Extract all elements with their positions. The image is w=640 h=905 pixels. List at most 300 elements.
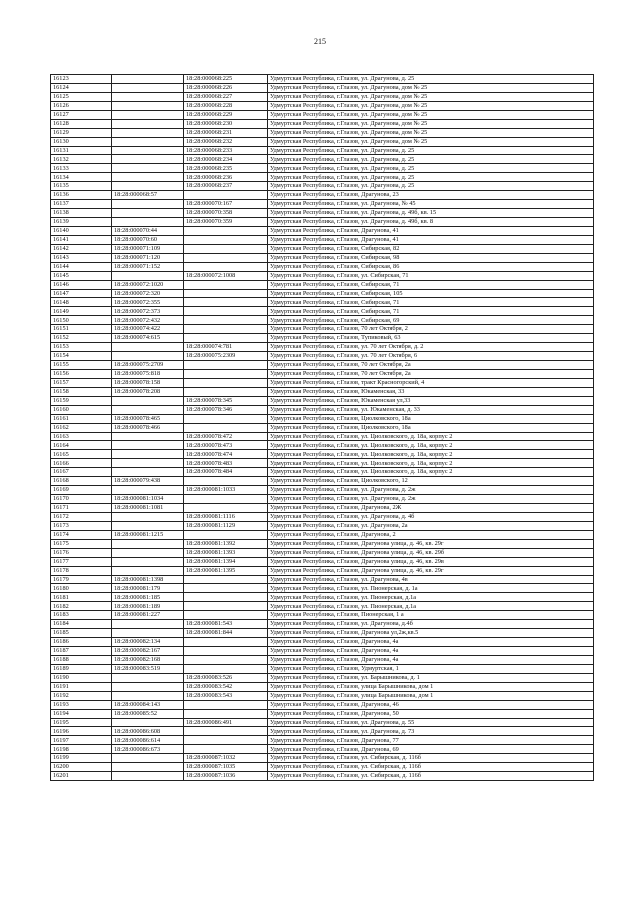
table-row (51, 691, 594, 700)
address-cell: Удмуртская Республика, г.Глазов, ул. Драгунова, д.4б (268, 620, 594, 629)
building-cadastral-number-cell: 18:28:000083:543 (184, 691, 268, 700)
building-cadastral-number-cell: 18:28:000070:167 (184, 200, 268, 209)
table-row (51, 539, 594, 548)
land-cadastral-number-cell (112, 83, 184, 92)
row-number-cell: 16123 (51, 75, 112, 84)
land-cadastral-number-cell (112, 432, 184, 441)
table-row (51, 280, 594, 289)
building-cadastral-number-cell (184, 745, 268, 754)
table-row (51, 298, 594, 307)
building-cadastral-number-cell (184, 325, 268, 334)
land-cadastral-number-cell: 18:28:000078:158 (112, 378, 184, 387)
row-number-cell: 16194 (51, 709, 112, 718)
address-cell: Удмуртская Республика, г.Глазов, ул. 70 лет Октября, д. 2 (268, 343, 594, 352)
land-cadastral-number-cell: 18:28:000072:432 (112, 316, 184, 325)
table-row (51, 369, 594, 378)
land-cadastral-number-cell: 18:28:000075:2709 (112, 361, 184, 370)
building-cadastral-number-cell (184, 369, 268, 378)
table-row (51, 92, 594, 101)
building-cadastral-number-cell: 18:28:000068:225 (184, 75, 268, 84)
address-cell: Удмуртская Республика, г.Глазов, Сибирская, 71 (268, 280, 594, 289)
table-row (51, 504, 594, 513)
building-cadastral-number-cell (184, 575, 268, 584)
table-row (51, 289, 594, 298)
address-cell: Удмуртская Республика, г.Глазов, Драгунова улица, д. 46, кв. 29г (268, 566, 594, 575)
land-cadastral-number-cell: 18:28:000085:52 (112, 709, 184, 718)
land-cadastral-number-cell: 18:28:000086:608 (112, 727, 184, 736)
building-cadastral-number-cell: 18:28:000068:237 (184, 182, 268, 191)
registry-table (50, 74, 594, 781)
building-cadastral-number-cell (184, 495, 268, 504)
land-cadastral-number-cell (112, 396, 184, 405)
address-cell: Удмуртская Республика, г.Глазов, Сибирская, 86 (268, 262, 594, 271)
address-cell: Удмуртская Республика, г.Глазов, Драгунова, 46 (268, 700, 594, 709)
row-number-cell: 16127 (51, 110, 112, 119)
land-cadastral-number-cell: 18:28:000070:60 (112, 235, 184, 244)
row-number-cell: 16153 (51, 343, 112, 352)
building-cadastral-number-cell (184, 262, 268, 271)
row-number-cell: 16165 (51, 450, 112, 459)
land-cadastral-number-cell (112, 450, 184, 459)
table-row (51, 361, 594, 370)
row-number-cell: 16136 (51, 191, 112, 200)
address-cell: Удмуртская Республика, г.Глазов, ул. Юкаменская, д. 33 (268, 405, 594, 414)
address-cell: Удмуртская Республика, г.Глазов, Драгунова, 2 (268, 530, 594, 539)
building-cadastral-number-cell: 18:28:000081:1116 (184, 512, 268, 521)
land-cadastral-number-cell (112, 754, 184, 763)
row-number-cell: 16125 (51, 92, 112, 101)
row-number-cell: 16142 (51, 244, 112, 253)
building-cadastral-number-cell: 18:28:000081:844 (184, 629, 268, 638)
building-cadastral-number-cell: 18:28:000068:227 (184, 92, 268, 101)
land-cadastral-number-cell: 18:28:000081:179 (112, 584, 184, 593)
land-cadastral-number-cell: 18:28:000071:109 (112, 244, 184, 253)
building-cadastral-number-cell: 18:28:000087:1036 (184, 772, 268, 781)
table-row (51, 405, 594, 414)
building-cadastral-number-cell: 18:28:000068:228 (184, 101, 268, 110)
table-row (51, 575, 594, 584)
land-cadastral-number-cell (112, 405, 184, 414)
land-cadastral-number-cell (112, 441, 184, 450)
row-number-cell: 16181 (51, 593, 112, 602)
address-cell: Удмуртская Республика, г.Глазов, Драгунова, 2Ж (268, 504, 594, 513)
row-number-cell: 16154 (51, 352, 112, 361)
building-cadastral-number-cell: 18:28:000070:359 (184, 218, 268, 227)
land-cadastral-number-cell (112, 352, 184, 361)
address-cell: Удмуртская Республика, г.Глазов, ул. Драгунова, д. 25 (268, 164, 594, 173)
table-row (51, 173, 594, 182)
row-number-cell: 16132 (51, 155, 112, 164)
table-row (51, 262, 594, 271)
building-cadastral-number-cell: 18:28:000081:1392 (184, 539, 268, 548)
building-cadastral-number-cell: 18:28:000083:526 (184, 673, 268, 682)
address-cell: Удмуртская Республика, г.Глазов, 70 лет Октября, 2а (268, 369, 594, 378)
row-number-cell: 16163 (51, 432, 112, 441)
address-cell: Удмуртская Республика, г.Глазов, ул. Драгунова, д. 2ж (268, 495, 594, 504)
row-number-cell: 16129 (51, 128, 112, 137)
land-cadastral-number-cell (112, 110, 184, 119)
row-number-cell: 16185 (51, 629, 112, 638)
land-cadastral-number-cell (112, 119, 184, 128)
land-cadastral-number-cell: 18:28:000082:168 (112, 655, 184, 664)
land-cadastral-number-cell (112, 92, 184, 101)
table-row (51, 164, 594, 173)
building-cadastral-number-cell (184, 727, 268, 736)
table-row (51, 137, 594, 146)
table-row (51, 450, 594, 459)
table-row (51, 620, 594, 629)
row-number-cell: 16184 (51, 620, 112, 629)
address-cell: Удмуртская Республика, г.Глазов, ул. Сибирская, д. 116б (268, 754, 594, 763)
address-cell: Удмуртская Республика, г.Глазов, улица Барышникова, дом 1 (268, 691, 594, 700)
address-cell: Удмуртская Республика, г.Глазов, ул. Циолковского, д. 18а, корпус 2 (268, 468, 594, 477)
table-row (51, 244, 594, 253)
table-row (51, 548, 594, 557)
building-cadastral-number-cell (184, 191, 268, 200)
address-cell: Удмуртская Республика, г.Глазов, Драгунова ул,2ж,кв.5 (268, 629, 594, 638)
row-number-cell: 16175 (51, 539, 112, 548)
land-cadastral-number-cell: 18:28:000074:422 (112, 325, 184, 334)
address-cell: Удмуртская Республика, г.Глазов, ул. Циолковского, д. 18а, корпус 2 (268, 441, 594, 450)
address-cell: Удмуртская Республика, г.Глазов, Циолковского, 18а (268, 414, 594, 423)
row-number-cell: 16158 (51, 387, 112, 396)
building-cadastral-number-cell: 18:28:000068:226 (184, 83, 268, 92)
address-cell: Удмуртская Республика, г.Глазов, ул. Драгунова, д. 25 (268, 75, 594, 84)
address-cell: Удмуртская Республика, г.Глазов, ул. Циолковского, д. 18а, корпус 2 (268, 459, 594, 468)
row-number-cell: 16189 (51, 664, 112, 673)
building-cadastral-number-cell: 18:28:000068:230 (184, 119, 268, 128)
row-number-cell: 16148 (51, 298, 112, 307)
table-row (51, 441, 594, 450)
address-cell: Удмуртская Республика, г.Глазов, Пионерская, 1 а (268, 611, 594, 620)
land-cadastral-number-cell: 18:28:000081:1398 (112, 575, 184, 584)
table-row (51, 432, 594, 441)
building-cadastral-number-cell: 18:28:000081:1033 (184, 486, 268, 495)
row-number-cell: 16199 (51, 754, 112, 763)
address-cell: Удмуртская Республика, г.Глазов, Драгунова, 41 (268, 235, 594, 244)
registry-table-body (51, 75, 594, 781)
building-cadastral-number-cell (184, 378, 268, 387)
table-row (51, 512, 594, 521)
table-row (51, 477, 594, 486)
row-number-cell: 16126 (51, 101, 112, 110)
table-row (51, 521, 594, 530)
land-cadastral-number-cell: 18:28:000086:614 (112, 736, 184, 745)
land-cadastral-number-cell (112, 486, 184, 495)
table-row (51, 271, 594, 280)
row-number-cell: 16141 (51, 235, 112, 244)
address-cell: Удмуртская Республика, г.Глазов, ул. Циолковского, д. 18а, корпус 2 (268, 432, 594, 441)
building-cadastral-number-cell (184, 655, 268, 664)
table-row (51, 584, 594, 593)
row-number-cell: 16161 (51, 414, 112, 423)
address-cell: Удмуртская Республика, г.Глазов, Сибирская, 82 (268, 244, 594, 253)
address-cell: Удмуртская Республика, г.Глазов, улица Барышникова, дом 1 (268, 682, 594, 691)
address-cell: Удмуртская Республика, г.Глазов, Сибирская, 98 (268, 253, 594, 262)
address-cell: Удмуртская Республика, г.Глазов, 70 лет Октября, 2а (268, 361, 594, 370)
building-cadastral-number-cell: 18:28:000068:232 (184, 137, 268, 146)
row-number-cell: 16147 (51, 289, 112, 298)
address-cell: Удмуртская Республика, г.Глазов, ул. Драгунова, д. 49б, кв. 15 (268, 209, 594, 218)
land-cadastral-number-cell (112, 682, 184, 691)
building-cadastral-number-cell (184, 307, 268, 316)
row-number-cell: 16131 (51, 146, 112, 155)
table-row (51, 146, 594, 155)
address-cell: Удмуртская Республика, г.Глазов, ул. Драгунова, д. 25 (268, 182, 594, 191)
row-number-cell: 16145 (51, 271, 112, 280)
building-cadastral-number-cell: 18:28:000087:1032 (184, 754, 268, 763)
land-cadastral-number-cell: 18:28:000072:373 (112, 307, 184, 316)
table-row (51, 182, 594, 191)
building-cadastral-number-cell (184, 593, 268, 602)
land-cadastral-number-cell: 18:28:000070:44 (112, 226, 184, 235)
land-cadastral-number-cell: 18:28:000081:1215 (112, 530, 184, 539)
row-number-cell: 16167 (51, 468, 112, 477)
row-number-cell: 16197 (51, 736, 112, 745)
address-cell: Удмуртская Республика, г.Глазов, ул. Драгунова, дом № 25 (268, 119, 594, 128)
row-number-cell: 16174 (51, 530, 112, 539)
row-number-cell: 16144 (51, 262, 112, 271)
land-cadastral-number-cell (112, 209, 184, 218)
address-cell: Удмуртская Республика, г.Глазов, Драгунова улица, д. 46, кв. 29в (268, 557, 594, 566)
address-cell: Удмуртская Республика, г.Глазов, Юкаменская ул,33 (268, 396, 594, 405)
address-cell: Удмуртская Республика, г.Глазов, ул. Драгунова, д. 4б (268, 512, 594, 521)
address-cell: Удмуртская Республика, г.Глазов, ул. Пионерская, д. 1а (268, 584, 594, 593)
land-cadastral-number-cell (112, 521, 184, 530)
land-cadastral-number-cell (112, 718, 184, 727)
land-cadastral-number-cell: 18:28:000081:227 (112, 611, 184, 620)
address-cell: Удмуртская Республика, г.Глазов, ул. Драгунова, № 45 (268, 200, 594, 209)
land-cadastral-number-cell (112, 271, 184, 280)
land-cadastral-number-cell (112, 548, 184, 557)
building-cadastral-number-cell (184, 226, 268, 235)
table-row (51, 253, 594, 262)
land-cadastral-number-cell: 18:28:000081:1081 (112, 504, 184, 513)
building-cadastral-number-cell (184, 235, 268, 244)
address-cell: Удмуртская Республика, г.Глазов, ул. Драгунова, 4в (268, 575, 594, 584)
table-row (51, 700, 594, 709)
land-cadastral-number-cell (112, 772, 184, 781)
row-number-cell: 16192 (51, 691, 112, 700)
building-cadastral-number-cell: 18:28:000068:235 (184, 164, 268, 173)
land-cadastral-number-cell: 18:28:000075:818 (112, 369, 184, 378)
building-cadastral-number-cell (184, 387, 268, 396)
table-row (51, 110, 594, 119)
land-cadastral-number-cell: 18:28:000079:438 (112, 477, 184, 486)
row-number-cell: 16170 (51, 495, 112, 504)
row-number-cell: 16140 (51, 226, 112, 235)
table-row (51, 530, 594, 539)
building-cadastral-number-cell: 18:28:000083:542 (184, 682, 268, 691)
table-row (51, 638, 594, 647)
building-cadastral-number-cell (184, 638, 268, 647)
land-cadastral-number-cell: 18:28:000086:673 (112, 745, 184, 754)
address-cell: Удмуртская Республика, г.Глазов, Сибирская, 105 (268, 289, 594, 298)
land-cadastral-number-cell (112, 182, 184, 191)
table-row (51, 468, 594, 477)
row-number-cell: 16191 (51, 682, 112, 691)
table-row (51, 352, 594, 361)
land-cadastral-number-cell (112, 200, 184, 209)
table-row (51, 191, 594, 200)
building-cadastral-number-cell: 18:28:000074:781 (184, 343, 268, 352)
address-cell: Удмуртская Республика, г.Глазов, Драгунова, 23 (268, 191, 594, 200)
row-number-cell: 16201 (51, 772, 112, 781)
building-cadastral-number-cell: 18:28:000078:345 (184, 396, 268, 405)
land-cadastral-number-cell: 18:28:000071:120 (112, 253, 184, 262)
building-cadastral-number-cell: 18:28:000068:236 (184, 173, 268, 182)
table-row (51, 486, 594, 495)
address-cell: Удмуртская Республика, г.Глазов, Драгунова, 41 (268, 226, 594, 235)
address-cell: Удмуртская Республика, г.Глазов, Драгунова, 4а (268, 655, 594, 664)
row-number-cell: 16156 (51, 369, 112, 378)
land-cadastral-number-cell (112, 164, 184, 173)
land-cadastral-number-cell (112, 137, 184, 146)
address-cell: Удмуртская Республика, г.Глазов, 70 лет Октября, 2 (268, 325, 594, 334)
row-number-cell: 16139 (51, 218, 112, 227)
land-cadastral-number-cell: 18:28:000078:466 (112, 423, 184, 432)
table-row (51, 396, 594, 405)
land-cadastral-number-cell (112, 468, 184, 477)
building-cadastral-number-cell (184, 611, 268, 620)
land-cadastral-number-cell: 18:28:000084:143 (112, 700, 184, 709)
row-number-cell: 16164 (51, 441, 112, 450)
table-row (51, 325, 594, 334)
address-cell: Удмуртская Республика, г.Глазов, Тупиковый, 63 (268, 334, 594, 343)
building-cadastral-number-cell: 18:28:000087:1035 (184, 763, 268, 772)
building-cadastral-number-cell (184, 700, 268, 709)
building-cadastral-number-cell: 18:28:000068:233 (184, 146, 268, 155)
land-cadastral-number-cell: 18:28:000071:152 (112, 262, 184, 271)
address-cell: Удмуртская Республика, г.Глазов, ул. Драгунова, дом № 25 (268, 92, 594, 101)
row-number-cell: 16178 (51, 566, 112, 575)
table-row (51, 83, 594, 92)
table-row (51, 209, 594, 218)
land-cadastral-number-cell: 18:28:000078:465 (112, 414, 184, 423)
row-number-cell: 16155 (51, 361, 112, 370)
building-cadastral-number-cell (184, 664, 268, 673)
table-row (51, 602, 594, 611)
address-cell: Удмуртская Республика, г.Глазов, тракт Красногорский, 4 (268, 378, 594, 387)
building-cadastral-number-cell (184, 477, 268, 486)
land-cadastral-number-cell (112, 763, 184, 772)
row-number-cell: 16138 (51, 209, 112, 218)
row-number-cell: 16176 (51, 548, 112, 557)
row-number-cell: 16172 (51, 512, 112, 521)
address-cell: Удмуртская Республика, г.Глазов, ул. Пионерская, д.1а (268, 602, 594, 611)
row-number-cell: 16196 (51, 727, 112, 736)
address-cell: Удмуртская Республика, г.Глазов, Драгунова, 69 (268, 745, 594, 754)
land-cadastral-number-cell: 18:28:000082:134 (112, 638, 184, 647)
row-number-cell: 16173 (51, 521, 112, 530)
page-number: 215 (314, 37, 326, 46)
building-cadastral-number-cell: 18:28:000078:474 (184, 450, 268, 459)
address-cell: Удмуртская Республика, г.Глазов, Драгунова, 50 (268, 709, 594, 718)
land-cadastral-number-cell (112, 75, 184, 84)
row-number-cell: 16124 (51, 83, 112, 92)
land-cadastral-number-cell (112, 566, 184, 575)
row-number-cell: 16134 (51, 173, 112, 182)
building-cadastral-number-cell (184, 602, 268, 611)
address-cell: Удмуртская Республика, г.Глазов, ул. Барышникова, д. 1 (268, 673, 594, 682)
row-number-cell: 16190 (51, 673, 112, 682)
land-cadastral-number-cell (112, 218, 184, 227)
table-row (51, 343, 594, 352)
row-number-cell: 16168 (51, 477, 112, 486)
table-row (51, 101, 594, 110)
row-number-cell: 16182 (51, 602, 112, 611)
table-row (51, 647, 594, 656)
row-number-cell: 16183 (51, 611, 112, 620)
row-number-cell: 16166 (51, 459, 112, 468)
table-row (51, 75, 594, 84)
land-cadastral-number-cell: 18:28:000081:1034 (112, 495, 184, 504)
row-number-cell: 16171 (51, 504, 112, 513)
building-cadastral-number-cell: 18:28:000068:231 (184, 128, 268, 137)
row-number-cell: 16193 (51, 700, 112, 709)
land-cadastral-number-cell: 18:28:000068:57 (112, 191, 184, 200)
address-cell: Удмуртская Республика, г.Глазов, ул. Драгунова, д. 55 (268, 718, 594, 727)
building-cadastral-number-cell: 18:28:000070:358 (184, 209, 268, 218)
address-cell: Удмуртская Республика, г.Глазов, ул. Драгунова, дом № 25 (268, 83, 594, 92)
table-row (51, 682, 594, 691)
land-cadastral-number-cell (112, 459, 184, 468)
building-cadastral-number-cell (184, 647, 268, 656)
address-cell: Удмуртская Республика, г.Глазов, Сибирская, 71 (268, 307, 594, 316)
land-cadastral-number-cell: 18:28:000081:185 (112, 593, 184, 602)
table-row (51, 593, 594, 602)
address-cell: Удмуртская Республика, г.Глазов, Удмуртская, 1 (268, 664, 594, 673)
table-row (51, 727, 594, 736)
building-cadastral-number-cell: 18:28:000068:229 (184, 110, 268, 119)
row-number-cell: 16146 (51, 280, 112, 289)
row-number-cell: 16180 (51, 584, 112, 593)
land-cadastral-number-cell: 18:28:000081:189 (112, 602, 184, 611)
table-row (51, 655, 594, 664)
row-number-cell: 16143 (51, 253, 112, 262)
land-cadastral-number-cell (112, 512, 184, 521)
row-number-cell: 16169 (51, 486, 112, 495)
table-row (51, 718, 594, 727)
row-number-cell: 16135 (51, 182, 112, 191)
row-number-cell: 16149 (51, 307, 112, 316)
building-cadastral-number-cell (184, 530, 268, 539)
address-cell: Удмуртская Республика, г.Глазов, ул. Драгунова, 2а (268, 521, 594, 530)
row-number-cell: 16128 (51, 119, 112, 128)
land-cadastral-number-cell: 18:28:000074:615 (112, 334, 184, 343)
address-cell: Удмуртская Республика, г.Глазов, ул. Сибирская, д. 116б (268, 772, 594, 781)
row-number-cell: 16157 (51, 378, 112, 387)
row-number-cell: 16150 (51, 316, 112, 325)
row-number-cell: 16188 (51, 655, 112, 664)
building-cadastral-number-cell (184, 298, 268, 307)
land-cadastral-number-cell (112, 343, 184, 352)
row-number-cell: 16152 (51, 334, 112, 343)
row-number-cell: 16198 (51, 745, 112, 754)
address-cell: Удмуртская Республика, г.Глазов, ул. Драгунова, д. 25 (268, 146, 594, 155)
table-row (51, 334, 594, 343)
row-number-cell: 16195 (51, 718, 112, 727)
address-cell: Удмуртская Республика, г.Глазов, Сибирская, 71 (268, 298, 594, 307)
address-cell: Удмуртская Республика, г.Глазов, ул. Драгунова, дом № 25 (268, 137, 594, 146)
table-row (51, 566, 594, 575)
table-row (51, 763, 594, 772)
row-number-cell: 16179 (51, 575, 112, 584)
table-row (51, 745, 594, 754)
table-row (51, 673, 594, 682)
row-number-cell: 16151 (51, 325, 112, 334)
table-row (51, 200, 594, 209)
